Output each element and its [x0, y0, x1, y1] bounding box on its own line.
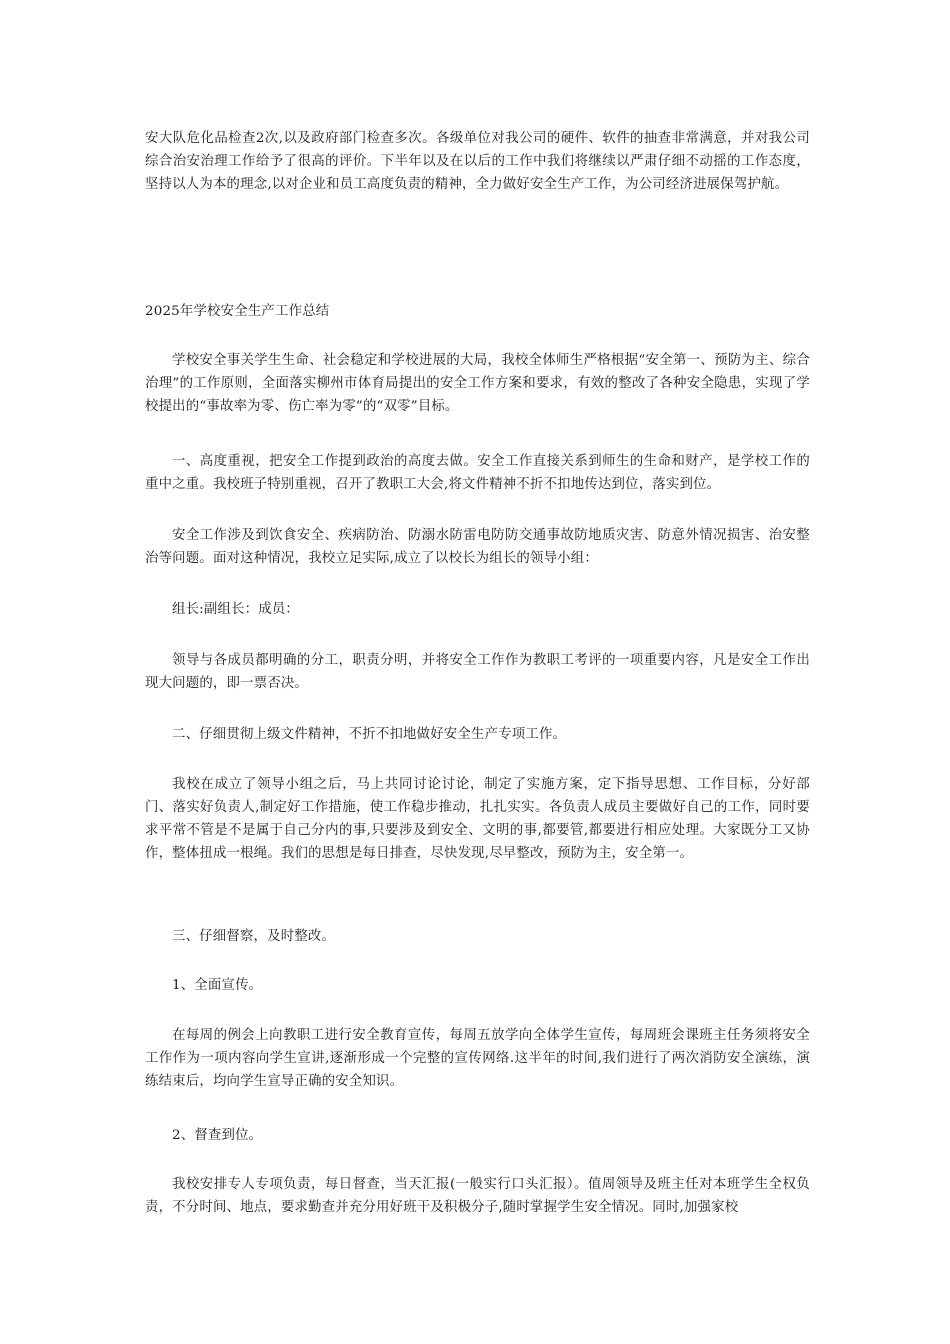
subsection-1-heading: 1、全面宣传。: [172, 978, 263, 993]
document-title: 2025年学校安全生产工作总结: [145, 304, 330, 319]
section-2-heading: 二、仔细贯彻上级文件精神，不折不扣地做好安全生产专项工作。: [172, 727, 567, 742]
paragraph-supervision: 我校安排专人专项负责，每日督查，当天汇报(一般实行口头汇报）。值周领导及班主任对本班学生全权负责，不分时间、地点，要求勤查并充分用好班干及积极分子,随时掌握学生安全情况。同时,加强家校: [145, 1177, 810, 1215]
paragraph-responsibilities: 领导与各成员都明确的分工，职责分明，并将安全工作作为教职工考评的一项重要内容，凡是安全工作出现大问题的，即一票否决。: [145, 653, 810, 691]
paragraph-publicity: 在每周的例会上向教职工进行安全教育宣传，每周五放学向全体学生宣传，每周班会课班主任务须将安全工作作为一项内容向学生宣讲,逐渐形成一个完整的宣传网络.这半年的时间,我们进行了两次消防安全演练，演练结束后，均向学生宣导正确的安全知识。: [145, 1028, 810, 1089]
section-3-heading: 三、仔细督察，及时整改。: [172, 929, 336, 944]
paragraph-team-roles: 组长:副组长：成员：: [172, 602, 300, 617]
paragraph-safety-scope: 安全工作涉及到饮食安全、疾病防治、防溺水防雷电防防交通事故防地质灾害、防意外情况损害、治安整治等问题。面对这种情况，我校立足实际,成立了以校长为组长的领导小组：: [145, 528, 810, 566]
intro-paragraph: 安大队危化品检查2次,以及政府部门检查多次。各级单位对我公司的硬件、软件的抽查非常满意，并对我公司综合治安治理工作给予了很高的评价。下半年以及在以后的工作中我们将继续以严肃仔细不动摇的工作态度，坚持以人为本的理念,以对企业和员工高度负责的精神，全力做好安全生产工作，为公司经济进展保驾护航。: [145, 131, 810, 192]
section-1-heading-paragraph: 一、高度重视，把安全工作提到政治的高度去做。安全工作直接关系到师生的生命和财产，是学校工作的重中之重。我校班子特别重视，召开了教职工大会,将文件精神不折不扣地传达到位，落实到位。: [145, 454, 810, 492]
paragraph-intro: 学校安全事关学生生命、社会稳定和学校进展的大局，我校全体师生严格根据“安全第一、预防为主、综合治理”的工作原则，全面落实柳州市体育局提出的安全工作方案和要求，有效的整改了各种安全隐患，实现了学校提出的“事故率为零、伤亡率为零”的“双零”目标。: [145, 353, 810, 414]
paragraph-implementation: 我校在成立了领导小组之后，马上共同讨论讨论，制定了实施方案，定下指导思想、工作目标，分好部门、落实好负责人,制定好工作措施，使工作稳步推动，扎扎实实。各负责人成员主要做好自己的工作，同时要求平常不管是不是属于自己分内的事,只要涉及到安全、文明的事,都要管,都要进行相应处理。大家既分工又协作，整体扭成一根绳。我们的思想是每日排查，尽快发现,尽早整改，预防为主，安全第一。: [145, 777, 810, 861]
subsection-2-heading: 2、督查到位。: [172, 1128, 263, 1143]
